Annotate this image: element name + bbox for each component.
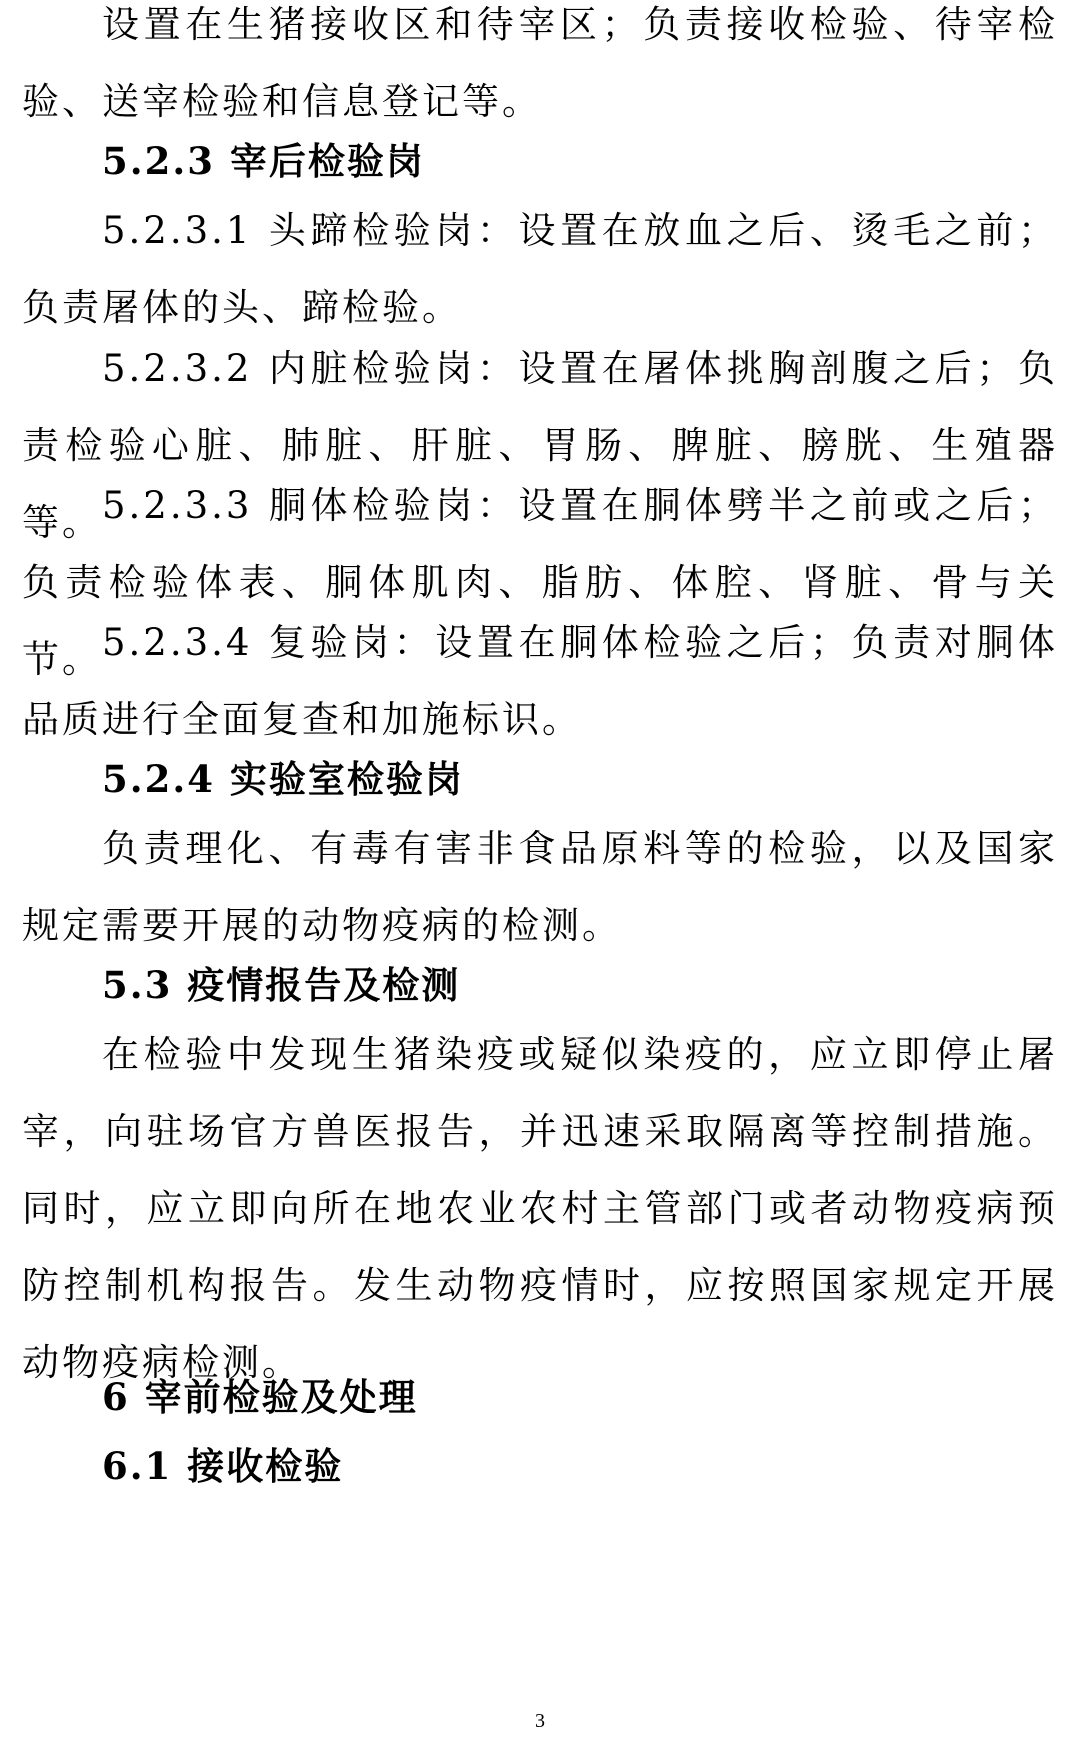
paragraph-5-2-3-4: 5.2.3.4 复验岗：设置在胴体检验之后；负责对胴体品质进行全面复查和加施标识。 xyxy=(22,621,1058,741)
paragraph-5-2-4: 负责理化、有毒有害非食品原料等的检验，以及国家规定需要开展的动物疫病的检测。 xyxy=(22,827,1058,947)
heading-6: 6 宰前检验及处理 xyxy=(102,1375,418,1419)
heading-5-3: 5.3 疫情报告及检测 xyxy=(102,963,461,1007)
heading-6-1: 6.1 接收检验 xyxy=(102,1444,344,1488)
heading-5-2-3: 5.2.3 宰后检验岗 xyxy=(102,139,425,183)
heading-5-2-4: 5.2.4 实验室检验岗 xyxy=(102,757,464,801)
paragraph-5-3: 在检验中发现生猪染疫或疑似染疫的，应立即停止屠宰，向驻场官方兽医报告，并迅速采取隔离等控制措施。同时，应立即向所在地农业农村主管部门或者动物疫病预防控制机构报告。发生动物疫情时，应按照国家规定开展动物疫病检测。 xyxy=(22,1033,1058,1384)
page-number: 3 xyxy=(535,1710,545,1732)
paragraph-5-2-3-1: 5.2.3.1 头蹄检验岗：设置在放血之后、烫毛之前；负责屠体的头、蹄检验。 xyxy=(22,209,1058,329)
paragraph-5-2-3-2: 5.2.3.2 内脏检验岗：设置在屠体挑胸剖腹之后；负责检验心脏、肺脏、肝脏、胃肠、脾脏、膀胱、生殖器等。 xyxy=(22,347,1058,544)
paragraph-intro: 设置在生猪接收区和待宰区；负责接收检验、待宰检验、送宰检验和信息登记等。 xyxy=(22,3,1058,123)
paragraph-5-2-3-3: 5.2.3.3 胴体检验岗：设置在胴体劈半之前或之后；负责检验体表、胴体肌肉、脂肪、体腔、肾脏、骨与关节。 xyxy=(22,484,1058,681)
